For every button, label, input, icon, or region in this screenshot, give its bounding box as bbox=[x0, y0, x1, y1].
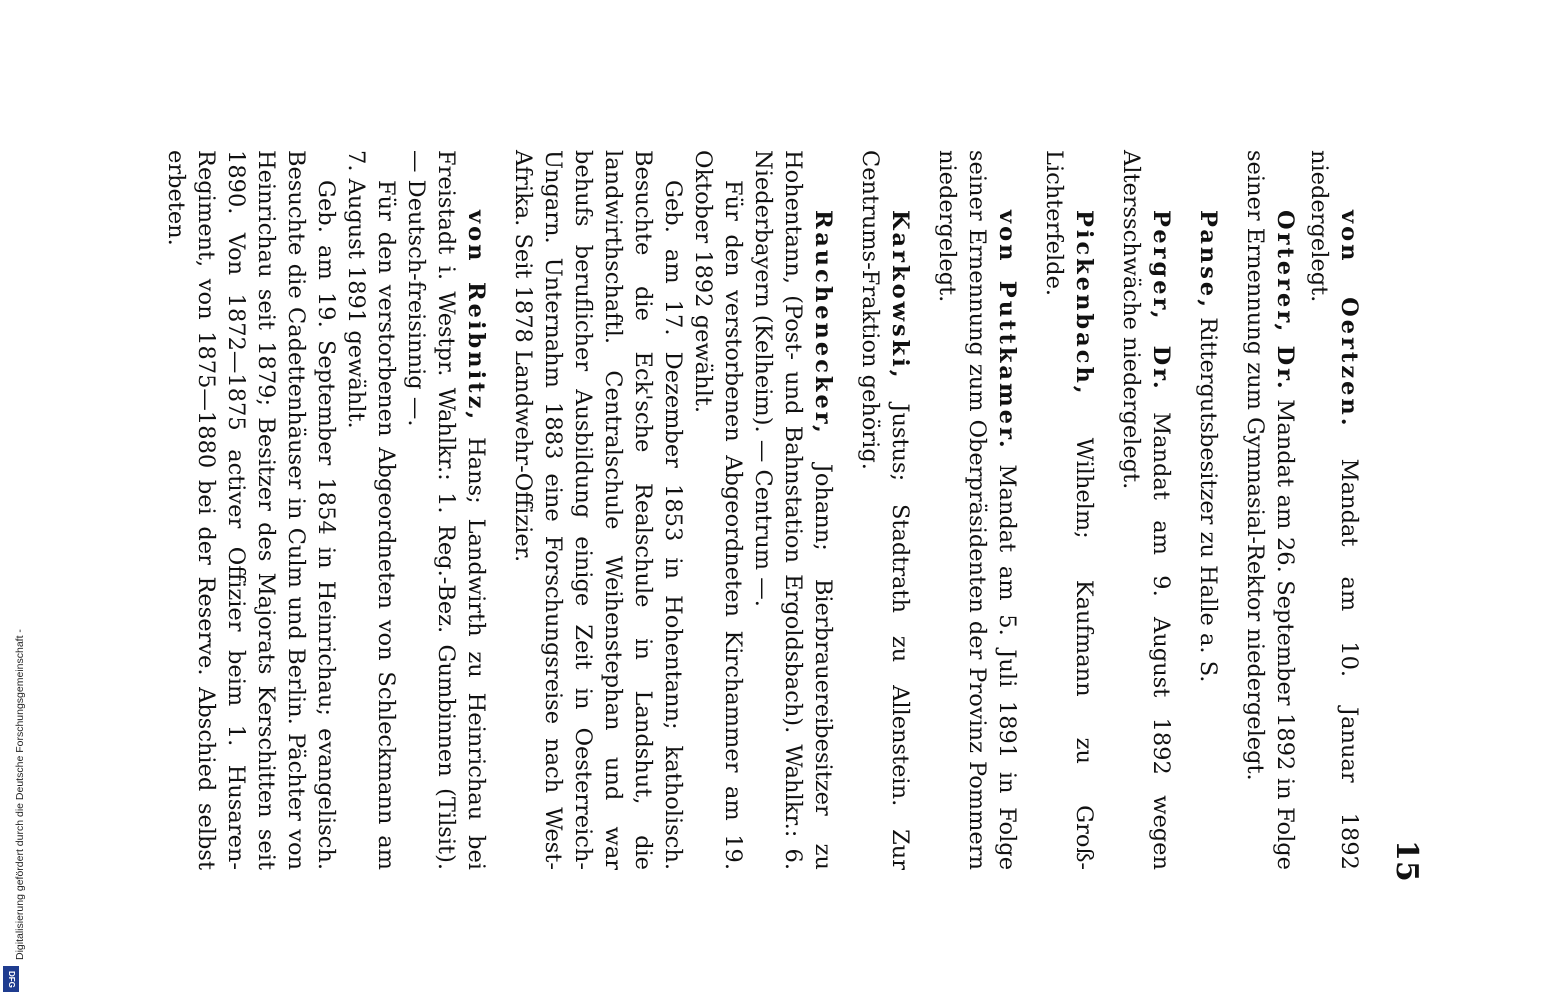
entry-text: Wilhelm; Kaufmann zu Groß-Lichterfelde. bbox=[1041, 150, 1097, 870]
entry-text: Mandat am 5. Juli 1891 in Folge seiner Ernennung zum Oberpräsidenten der Provinz Pommern niedergelegt. bbox=[934, 150, 1020, 871]
funding-note: Digitalisierung gefördert durch die Deutsche Forschungsgemeinschaft - bbox=[14, 629, 26, 960]
dfg-sidebar bbox=[0, 0, 26, 1000]
text-column bbox=[144, 150, 1364, 870]
entry-name: von Oertzen. bbox=[1336, 210, 1362, 429]
entry-pickenbach bbox=[1039, 150, 1099, 870]
entry-name: Karkowski, bbox=[887, 210, 913, 381]
entry-text: Mandat am 9. August 1892 wegen Altersschwäche niedergelegt. bbox=[1118, 150, 1174, 870]
entry-text: Mandat am 26. September 1892 in Folge seiner Ernennung zum Gymnasial-Rektor niedergelegt. bbox=[1242, 150, 1298, 870]
entry-text: Für den verstorbenen Abgeordneten Kirchammer am 19. Oktober 1892 gewählt. bbox=[690, 150, 746, 870]
page-number: 15 bbox=[1389, 840, 1424, 882]
entry-text: Johann; Bierbrauereibesitzer zu Hohentann, (Post- und Bahnstation Ergoldsbach). Wahlkr.: 6. Niederbayern (Kelheim). — Centrum —. bbox=[750, 150, 836, 871]
entry-perger bbox=[1116, 150, 1176, 870]
entry-name: Perger, Dr. bbox=[1148, 210, 1174, 392]
entry-panse bbox=[1193, 150, 1223, 870]
entry-puttkamer bbox=[932, 150, 1022, 870]
entry-text: Rittergutsbesitzer zu Halle a. S. bbox=[1195, 317, 1221, 683]
entry-text: Für den verstorbenen Abgeordneten von Schleckmann am 7. August 1891 gewählt. bbox=[343, 150, 399, 870]
entry-orterer bbox=[1240, 150, 1300, 870]
entry-reibnitz bbox=[161, 150, 491, 870]
entry-text: Geb. am 17. Dezember 1853 in Hohentann; katholisch. Besuchte die Eck'sche Realschule in Landshut, die landwirthschaftl. Centralschule Weihenstephan und war behufs beruflicher Ausbildung einige Zeit in Oesterreich-Ungarn. Unternahm 1883 eine Forschungsreise nach West-Afrika. Seit 1878 Landwehr-Offizier. bbox=[510, 150, 686, 870]
entry-name: Rauchenecker, bbox=[810, 210, 836, 436]
entry-text: Justus; Stadtrath zu Allenstein. Zur Centrums-Fraktion gehörig. bbox=[857, 150, 913, 870]
dfg-logo: DFG bbox=[3, 966, 19, 992]
entry-name: Orterer, Dr. bbox=[1272, 210, 1298, 392]
entry-oertzen bbox=[1304, 150, 1364, 870]
entry-name: von Puttkamer. bbox=[994, 210, 1020, 451]
entry-name: Pickenbach, bbox=[1071, 210, 1097, 397]
entry-rauchenecker bbox=[508, 150, 838, 870]
entry-text: Mandat am 10. Januar 1892 niedergelegt. bbox=[1306, 150, 1362, 870]
entry-text: Geb. am 19. September 1854 in Heinrichau; evangelisch. Besuchte die Cadettenhäuser in Culm und Berlin. Pächter von Heinrichau seit 1879; Besitzer des Majorats Kerschitten seit 1890. Von 1872—1875 activer Offizier beim 1. Husaren-Regiment, von 1875—1880 bei der Reserve. Abschied selbst erbeten. bbox=[163, 150, 339, 870]
entry-name: von Reibnitz, bbox=[463, 210, 489, 423]
entry-karkowski bbox=[855, 150, 915, 870]
entry-text: Hans; Landwirth zu Heinrichau bei Freistadt i. Westpr. Wahlkr.: 1. Reg.-Bez. Gumbinnen (Tilsit). — Deutsch-freisinnig —. bbox=[403, 150, 489, 870]
entry-name: Panse, bbox=[1195, 210, 1221, 311]
